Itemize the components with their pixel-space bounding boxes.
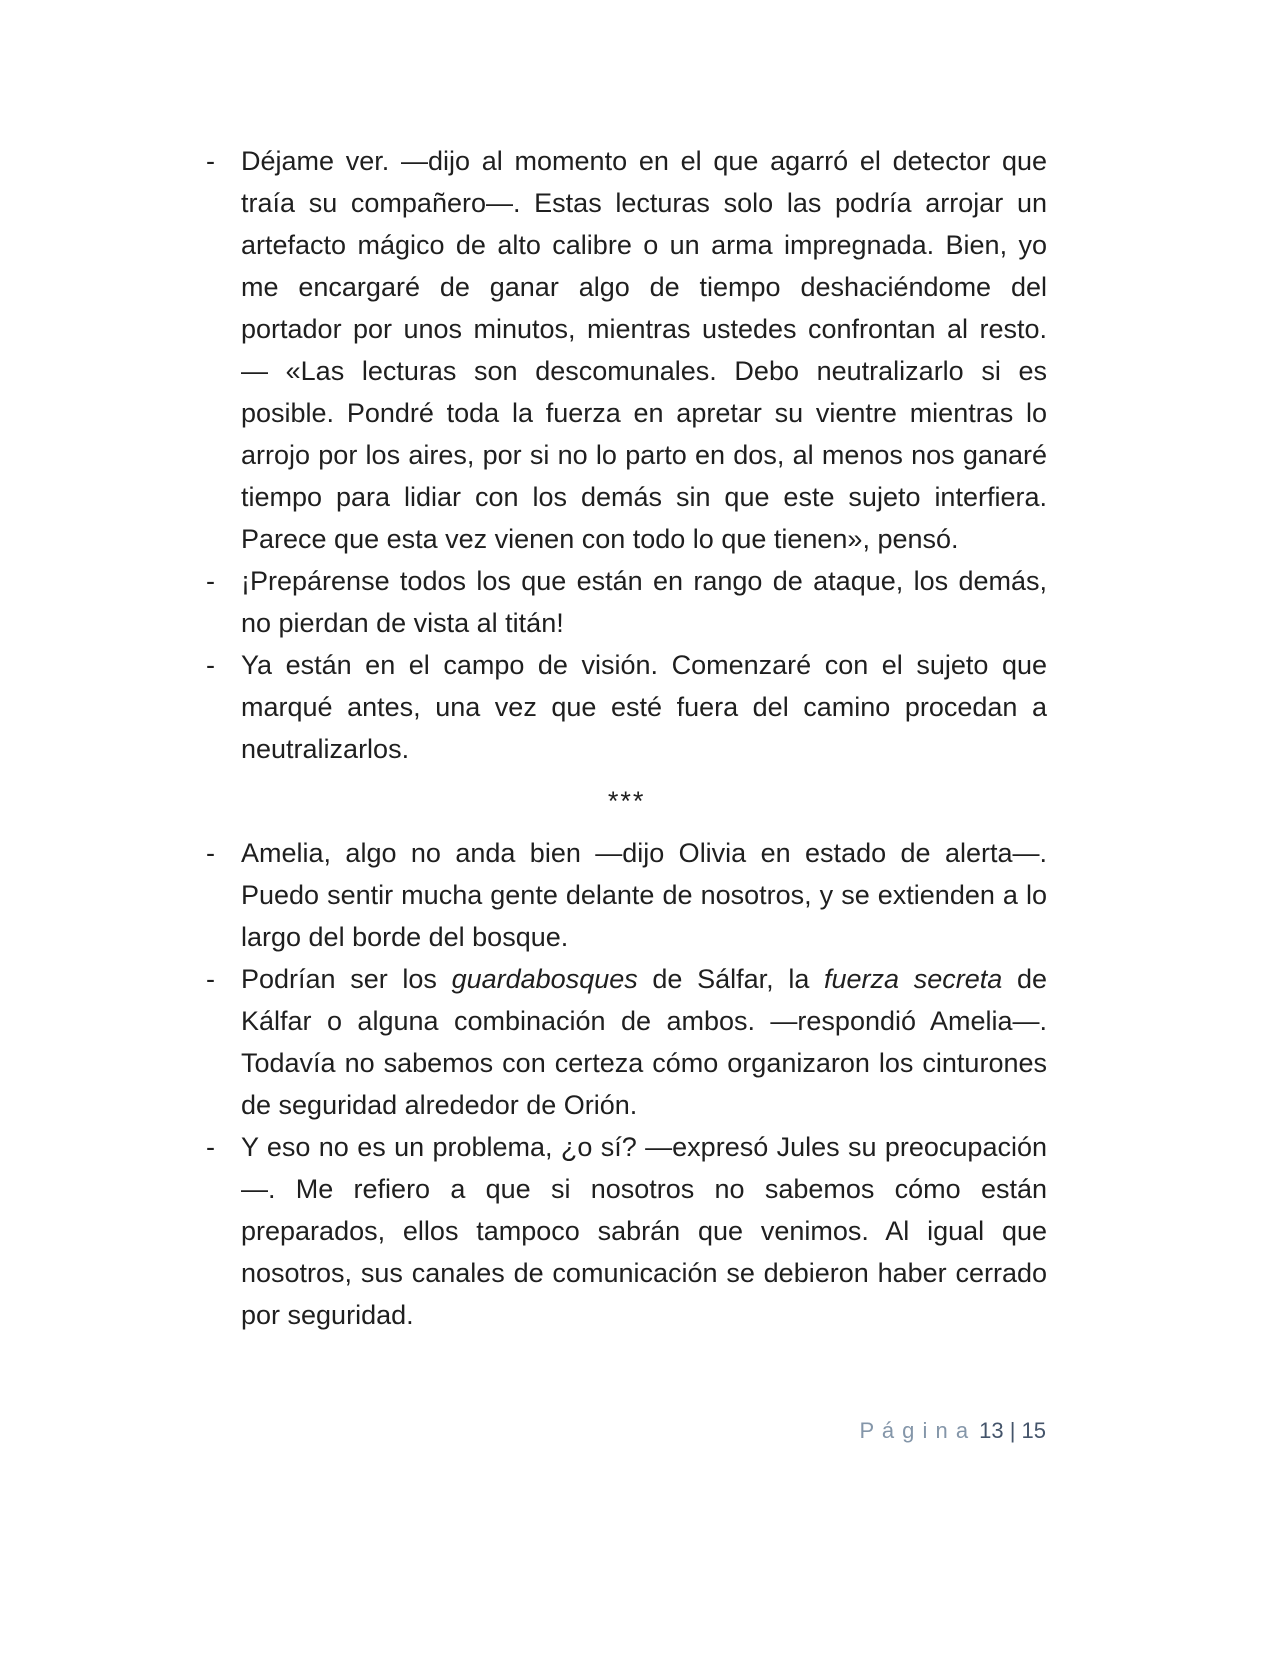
dialogue-paragraph <box>204 958 1047 1126</box>
text-segment: Y eso no es un problema, ¿o sí? —expresó Jules su preocupación—. Me refiero a que si nosotros no sabemos cómo están preparados, ellos tampoco sabrán que venimos. Al igual que nosotros, sus canales de comunicación se debieron haber cerrado por seguridad. <box>241 1132 1047 1330</box>
text-segment: Déjame ver. —dijo al momento en el que agarró el detector que traía su compañero—. Estas lecturas solo las podría arrojar un artefacto mágico de alto calibre o un arma impregnada. Bien, yo me encargaré de ganar algo de tiempo deshaciéndome del portador por unos minutos, mientras ustedes confrontan al resto. — «Las lecturas son descomunales. Debo neutralizarlo si es posible. Pondré toda la fuerza en apretar su vientre mientras lo arrojo por los aires, por si no lo parto en dos, al menos nos ganaré tiempo para lidiar con los demás sin que este sujeto interfiera. Parece que esta vez vienen con todo lo que tienen», pensó. <box>241 146 1047 554</box>
paragraph-text <box>241 140 1047 560</box>
footer-page-label: P á g i n a <box>859 1418 970 1443</box>
italic-text-segment: fuerza secreta <box>824 964 1003 994</box>
paragraph-text <box>241 1126 1047 1336</box>
text-segment: ¡Prepárense todos los que están en rango de ataque, los demás, no pierdan de vista al titán! <box>241 566 1047 638</box>
text-segment: Podrían ser los <box>241 964 452 994</box>
italic-text-segment: guardabosques <box>451 964 638 994</box>
dialogue-paragraph <box>204 832 1047 958</box>
page-content <box>204 140 1047 1336</box>
dialogue-dash-marker: - <box>206 838 215 868</box>
dialogue-paragraph <box>204 560 1047 644</box>
dialogue-dash-marker: - <box>206 964 215 994</box>
dialogue-paragraph <box>204 1126 1047 1336</box>
paragraph-text <box>241 644 1047 770</box>
page-footer <box>859 1416 1046 1446</box>
footer-page-number: 13 | 15 <box>979 1418 1046 1443</box>
dialogue-dash-marker: - <box>206 146 215 176</box>
dialogue-blocks <box>204 140 1047 1336</box>
text-segment: Amelia, algo no anda bien —dijo Olivia en estado de alerta—. Puedo sentir mucha gente delante de nosotros, y se extienden a lo largo del borde del bosque. <box>241 838 1047 952</box>
paragraph-text <box>241 832 1047 958</box>
text-segment: de Kálfar o alguna combinación de ambos. —respondió Amelia—. Todavía no sabemos con certeza cómo organizaron los cinturones de seguridad alrededor de Orión. <box>241 964 1047 1120</box>
paragraph-text <box>241 560 1047 644</box>
dialogue-dash-marker: - <box>206 1132 215 1162</box>
section-separator: *** <box>606 786 645 816</box>
text-segment: de Sálfar, la <box>637 964 825 994</box>
dialogue-dash-marker: - <box>206 566 215 596</box>
text-segment: Ya están en el campo de visión. Comenzaré con el sujeto que marqué antes, una vez que esté fuera del camino procedan a neutralizarlos. <box>241 650 1047 764</box>
paragraph-text <box>241 958 1047 1126</box>
dialogue-paragraph <box>204 140 1047 560</box>
dialogue-paragraph <box>204 644 1047 770</box>
dialogue-dash-marker: - <box>206 650 215 680</box>
